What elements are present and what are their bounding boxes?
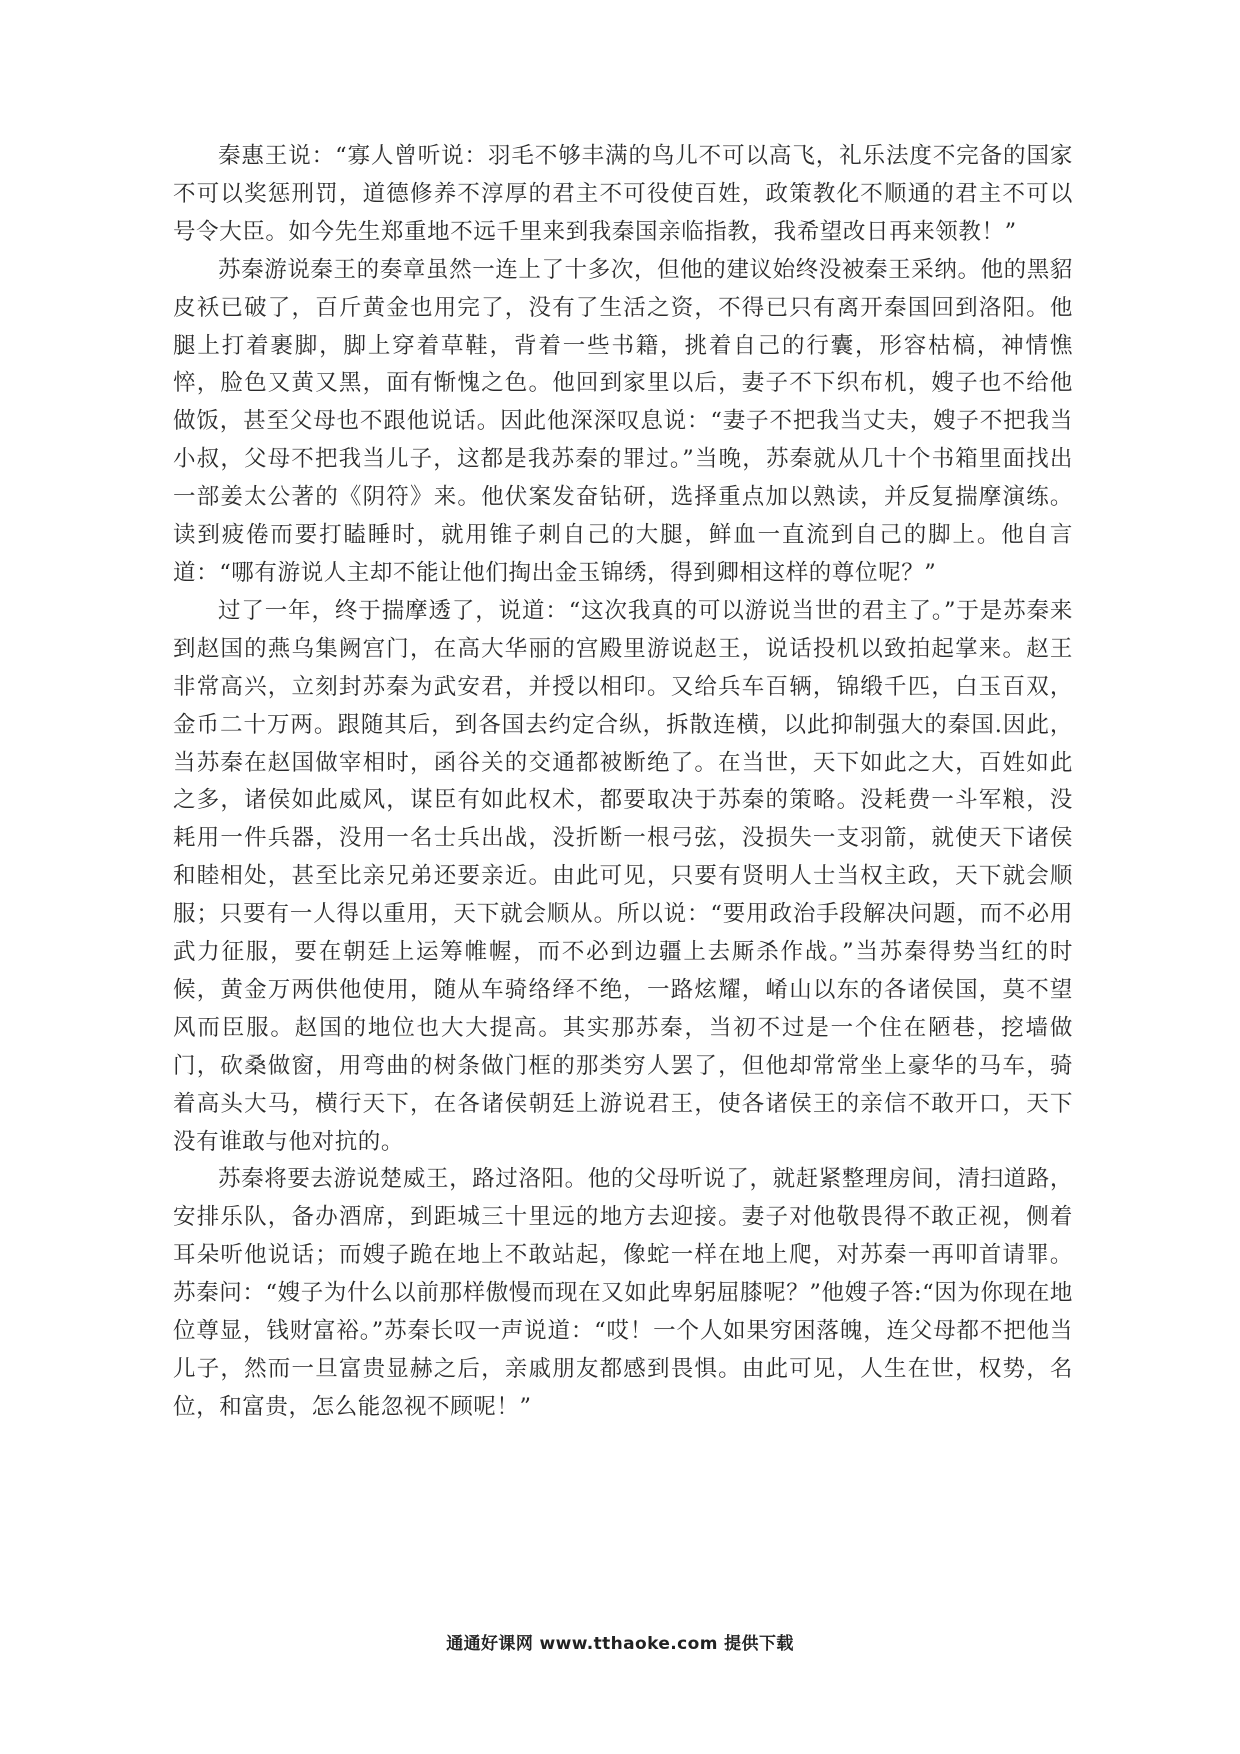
paragraph: 苏秦游说秦王的奏章虽然一连上了十多次，但他的建议始终没被秦王采纳。他的黑貂皮袄已破了，百斤黄金也用完了，没有了生活之资，不得已只有离开秦国回到洛阳。他腿上打着裹脚，脚上穿着草鞋，背着一些书籍，挑着自己的行囊，形容枯槁，神情憔悴，脸色又黄又黑，面有惭愧之色。他回到家里以后，妻子不下织布机，嫂子也不给他做饭，甚至父母也不跟他说话。因此他深深叹息说：“妻子不把我当丈夫，嫂子不把我当小叔，父母不把我当儿子，这都是我苏秦的罪过。”当晚，苏秦就从几十个书箱里面找出一部姜太公著的《阴符》来。他伏案发奋钻研，选择重点加以熟读，并反复揣摩演练。读到疲倦而要打瞌睡时，就用锥子刺自己的大腿，鲜血一直流到自己的脚上。他自言道：“哪有游说人主却不能让他们掏出金玉锦绣，得到卿相这样的尊位呢？” bbox=[173, 256, 1073, 586]
page-footer: 通通好课网 www.tthaoke.com 提供下载 bbox=[446, 1634, 794, 1654]
document-body bbox=[173, 138, 1073, 1427]
paragraph: 秦惠王说：“寡人曾听说：羽毛不够丰满的鸟儿不可以高飞，礼乐法度不完备的国家不可以奖惩刑罚，道德修养不淳厚的君主不可役使百姓，政策教化不顺通的君主不可以号令大臣。如今先生郑重地不远千里来到我秦国亲临指教，我希望改日再来领教！” bbox=[173, 143, 1073, 245]
paragraph: 苏秦将要去游说楚威王，路过洛阳。他的父母听说了，就赶紧整理房间，清扫道路，安排乐队，备办酒席，到距城三十里远的地方去迎接。妻子对他敬畏得不敢正视，侧着耳朵听他说话；而嫂子跪在地上不敢站起，像蛇一样在地上爬，对苏秦一再叩首请罪。苏秦问：“嫂子为什么以前那样傲慢而现在又如此卑躬屈膝呢？”他嫂子答:“因为你现在地位尊显，钱财富裕。”苏秦长叹一声说道：“哎！一个人如果穷困落魄，连父母都不把他当儿子，然而一旦富贵显赫之后，亲戚朋友都感到畏惧。由此可见，人生在世，权势，名位，和富贵，怎么能忽视不顾呢！” bbox=[173, 1166, 1073, 1420]
paragraph: 过了一年，终于揣摩透了，说道：“这次我真的可以游说当世的君主了。”于是苏秦来到赵国的燕乌集阙宫门，在高大华丽的宫殿里游说赵王，说话投机以致拍起掌来。赵王非常高兴，立刻封苏秦为武安君，并授以相印。又给兵车百辆，锦缎千匹，白玉百双，金币二十万两。跟随其后，到各国去约定合纵，拆散连横，以此抑制强大的秦国.因此，当苏秦在赵国做宰相时，函谷关的交通都被断绝了。在当世，天下如此之大，百姓如此之多，诸侯如此威风，谋臣有如此权术，都要取决于苏秦的策略。没耗费一斗军粮，没耗用一件兵器，没用一名士兵出战，没折断一根弓弦，没损失一支羽箭，就使天下诸侯和睦相处，甚至比亲兄弟还要亲近。由此可见，只要有贤明人士当权主政，天下就会顺服；只要有一人得以重用，天下就会顺从。所以说：“要用政治手段解决问题，而不必用武力征服，要在朝廷上运筹帷幄，而不必到边疆上去厮杀作战。”当苏秦得势当红的时候，黄金万两供他使用，随从车骑络绎不绝，一路炫耀，崤山以东的各诸侯国，莫不望风而臣服。赵国的地位也大大提高。其实那苏秦，当初不过是一个住在陋巷，挖墙做门，砍桑做窗，用弯曲的树条做门框的那类穷人罢了，但他却常常坐上豪华的马车，骑着高头大马，横行天下，在各诸侯朝廷上游说君王，使各诸侯王的亲信不敢开口，天下没有谁敢与他对抗的。 bbox=[173, 597, 1073, 1155]
